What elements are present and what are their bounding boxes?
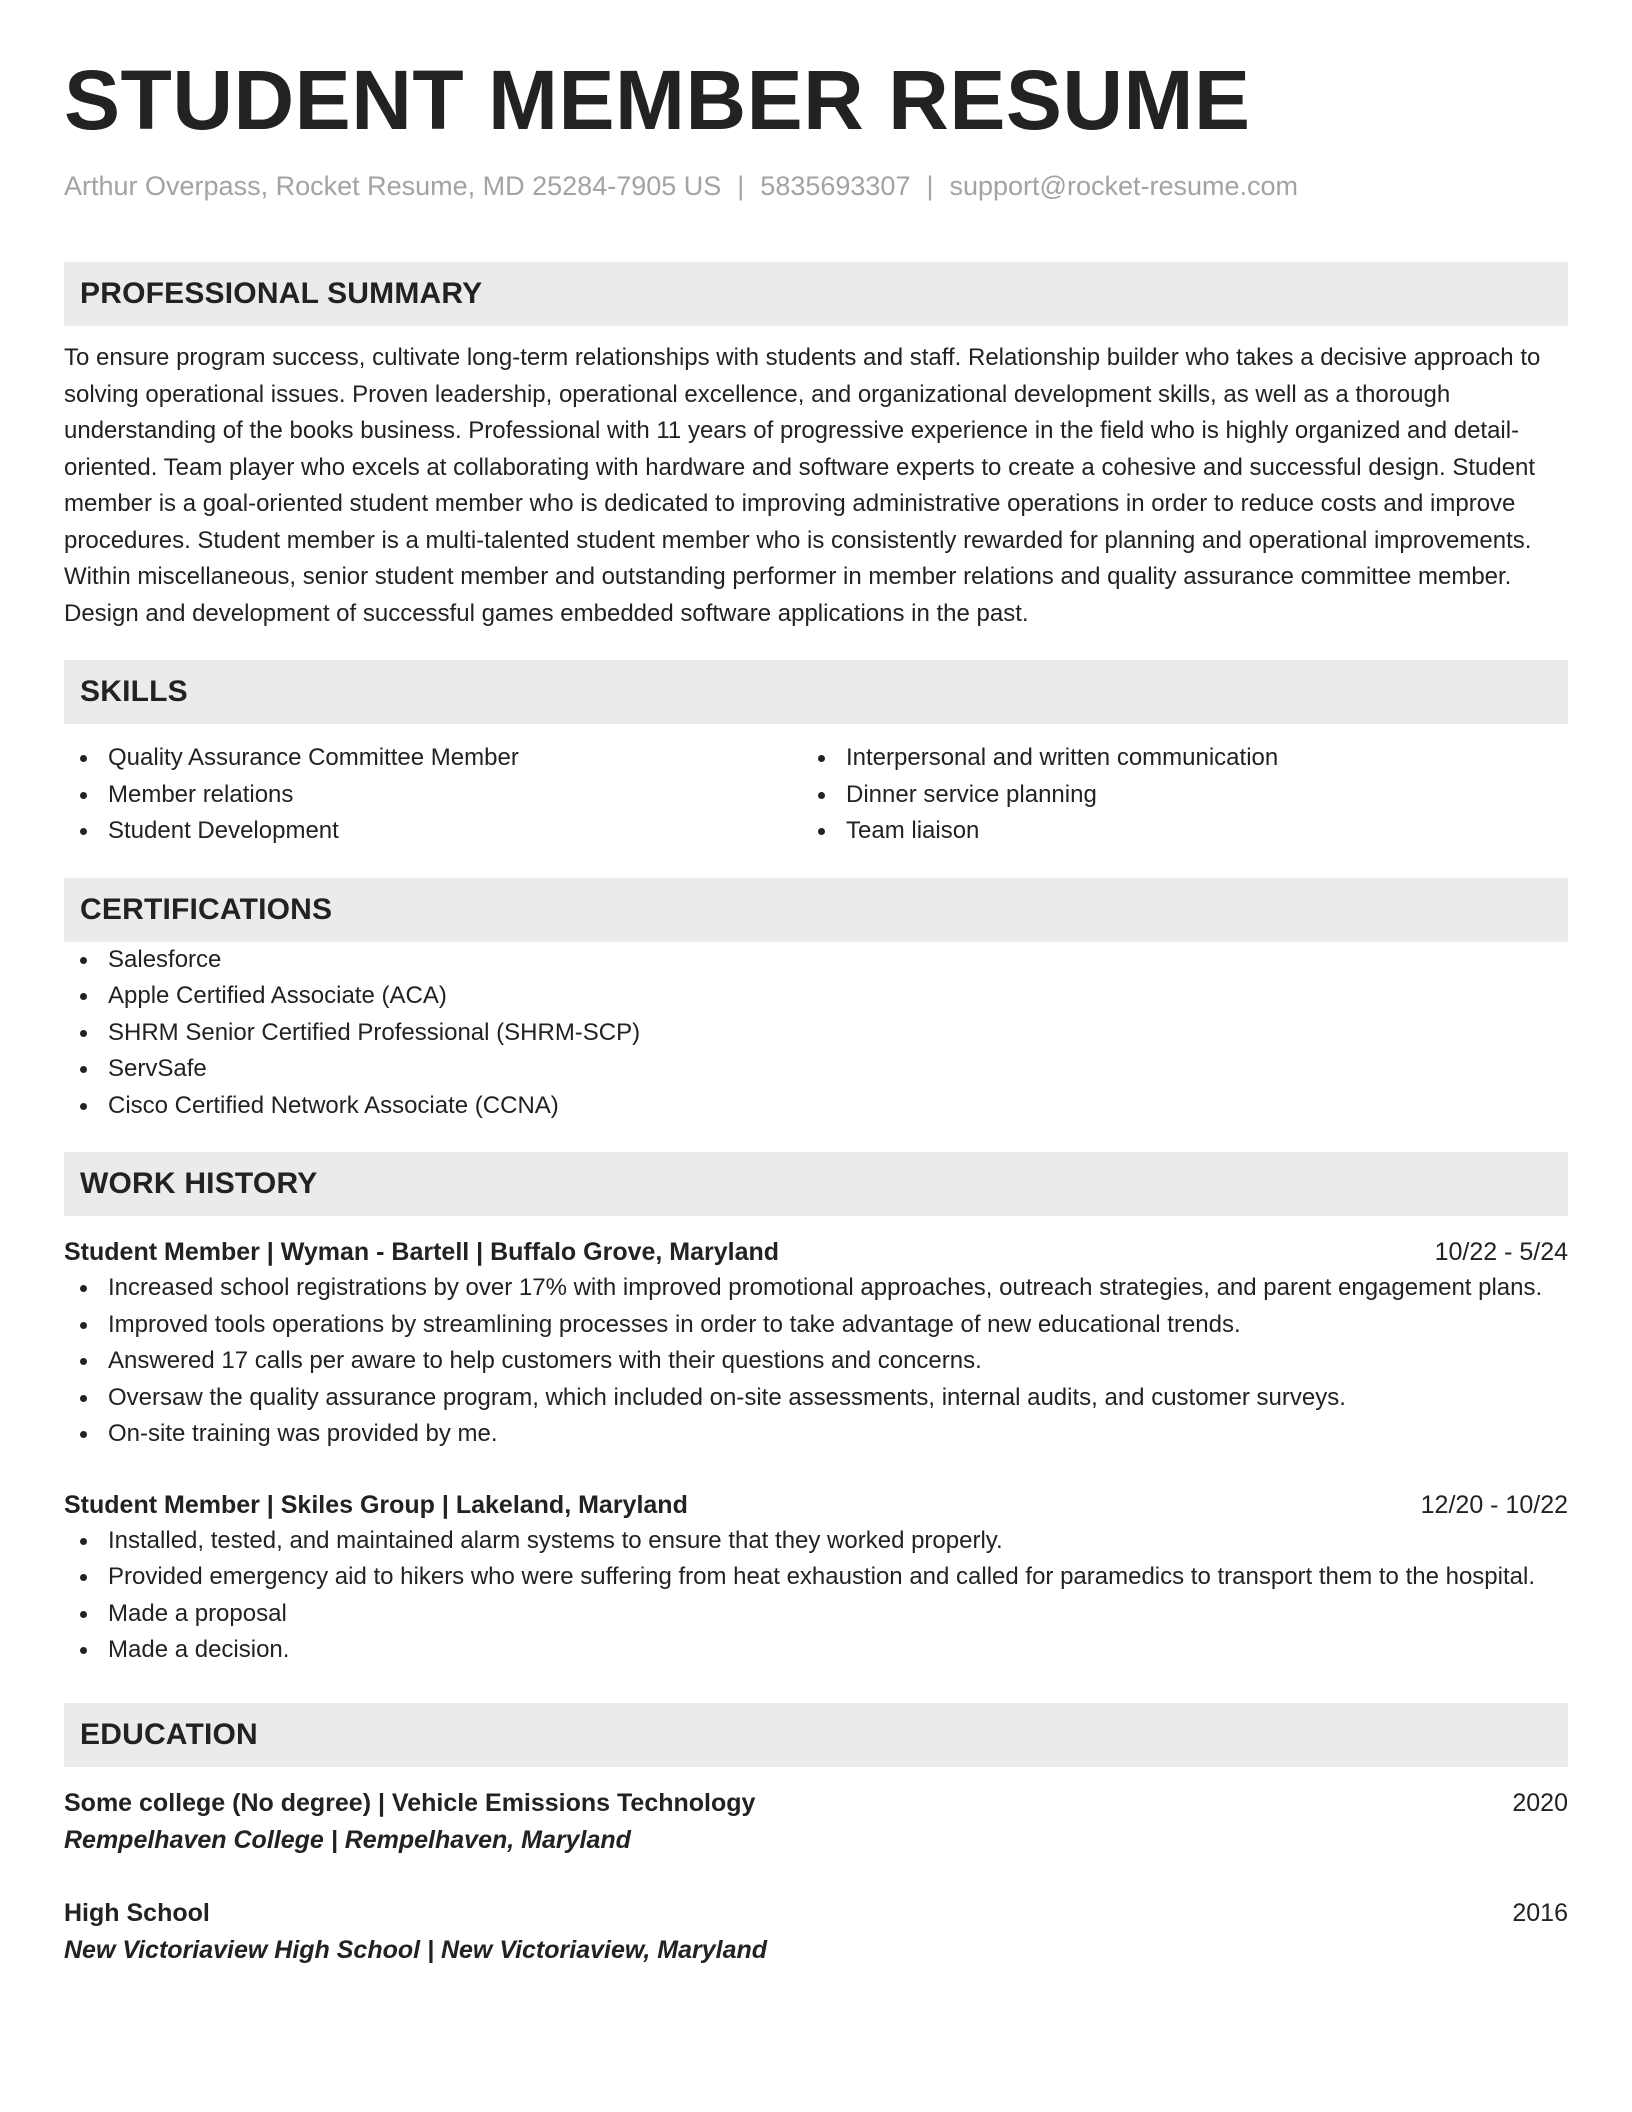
job-bullet: Answered 17 calls per aware to help customers with their questions and concerns. xyxy=(64,1343,1568,1380)
education-header xyxy=(64,1785,1568,1821)
job-title: Student Member | Skiles Group | Lakeland, Maryland xyxy=(64,1490,688,1519)
job-header xyxy=(64,1487,1568,1523)
job-entry xyxy=(64,1487,1568,1669)
skill-item: Quality Assurance Committee Member xyxy=(64,740,802,777)
contact-address: Arthur Overpass, Rocket Resume, MD 25284-7905 US xyxy=(64,171,722,201)
job-bullet: Made a decision. xyxy=(64,1632,1568,1669)
job-header xyxy=(64,1234,1568,1270)
skills-grid xyxy=(64,740,1568,850)
job-dates: 12/20 - 10/22 xyxy=(1420,1490,1568,1519)
skill-item: Interpersonal and written communication xyxy=(802,740,1540,777)
job-bullet: On-site training was provided by me. xyxy=(64,1416,1568,1453)
job-bullet: Installed, tested, and maintained alarm systems to ensure that they worked properly. xyxy=(64,1523,1568,1560)
job-bullet: Improved tools operations by streamlining processes in order to take advantage of new educational trends. xyxy=(64,1307,1568,1344)
certification-item: Salesforce xyxy=(64,942,1568,979)
certification-item: Cisco Certified Network Associate (CCNA) xyxy=(64,1088,1568,1125)
skill-item: Member relations xyxy=(64,777,802,814)
job-title: Student Member | Wyman - Bartell | Buffalo Grove, Maryland xyxy=(64,1238,780,1267)
education-degree: Some college (No degree) | Vehicle Emissions Technology xyxy=(64,1788,756,1817)
section-header-summary: PROFESSIONAL SUMMARY xyxy=(64,262,1568,326)
skill-item: Student Development xyxy=(64,813,802,850)
certifications-list xyxy=(64,942,1568,1125)
skill-item: Team liaison xyxy=(802,813,1540,850)
job-bullets xyxy=(64,1523,1568,1669)
education-entry xyxy=(64,1785,1568,1859)
certification-item: ServSafe xyxy=(64,1051,1568,1088)
skill-item: Dinner service planning xyxy=(802,777,1540,814)
education-header xyxy=(64,1895,1568,1931)
education-year: 2020 xyxy=(1512,1788,1568,1817)
skills-list-right xyxy=(802,740,1540,850)
job-dates: 10/22 - 5/24 xyxy=(1434,1238,1568,1267)
education-school: Rempelhaven College | Rempelhaven, Maryland xyxy=(64,1825,631,1854)
contact-separator: | xyxy=(737,171,745,201)
summary-text: To ensure program success, cultivate long-term relationships with students and staff. Relationship builder who takes a decisive approach to solving operational issues. Proven leadership, operational excellence, and organizational development skills, as well as a thorough understanding of the books business. Professional with 11 years of progressive experience in the field who is highly organized and detail-oriented. Team player who excels at collaborating with hardware and software experts to create a cohesive and successful design. Student member is a goal-oriented student member who is dedicated to improving administrative operations in order to reduce costs and improve procedures. Student member is a multi-talented student member who is consistently rewarded for planning and operational improvements. Within miscellaneous, senior student member and outstanding performer in member relations and quality assurance committee member. Design and development of successful games embedded software applications in the past. xyxy=(64,344,1541,627)
skills-column-left xyxy=(64,740,802,850)
contact-line xyxy=(64,170,1568,202)
education-degree: High School xyxy=(64,1898,210,1927)
certification-item: SHRM Senior Certified Professional (SHRM-SCP) xyxy=(64,1015,1568,1052)
job-bullet: Provided emergency aid to hikers who were suffering from heat exhaustion and called for paramedics to transport them to the hospital. xyxy=(64,1559,1568,1596)
education-school: New Victoriaview High School | New Victoriaview, Maryland xyxy=(64,1935,768,1964)
skills-list-left xyxy=(64,740,802,850)
resume-title: STUDENT MEMBER RESUME xyxy=(64,53,1251,147)
contact-phone: 5835693307 xyxy=(760,171,911,201)
skills-column-right xyxy=(802,740,1540,850)
job-bullets xyxy=(64,1270,1568,1453)
section-header-work-history: WORK HISTORY xyxy=(64,1152,1568,1216)
section-header-skills: SKILLS xyxy=(64,660,1568,724)
contact-separator: | xyxy=(926,171,934,201)
education-year: 2016 xyxy=(1512,1898,1568,1927)
education-entry xyxy=(64,1895,1568,1969)
section-header-certifications: CERTIFICATIONS xyxy=(64,878,1568,942)
job-entry xyxy=(64,1234,1568,1453)
job-bullet: Increased school registrations by over 17% with improved promotional approaches, outreach strategies, and parent engagement plans. xyxy=(64,1270,1568,1307)
section-header-education: EDUCATION xyxy=(64,1703,1568,1767)
job-bullet: Made a proposal xyxy=(64,1596,1568,1633)
job-bullet: Oversaw the quality assurance program, which included on-site assessments, internal audits, and customer surveys. xyxy=(64,1380,1568,1417)
certification-item: Apple Certified Associate (ACA) xyxy=(64,978,1568,1015)
contact-email: support@rocket-resume.com xyxy=(949,171,1299,201)
